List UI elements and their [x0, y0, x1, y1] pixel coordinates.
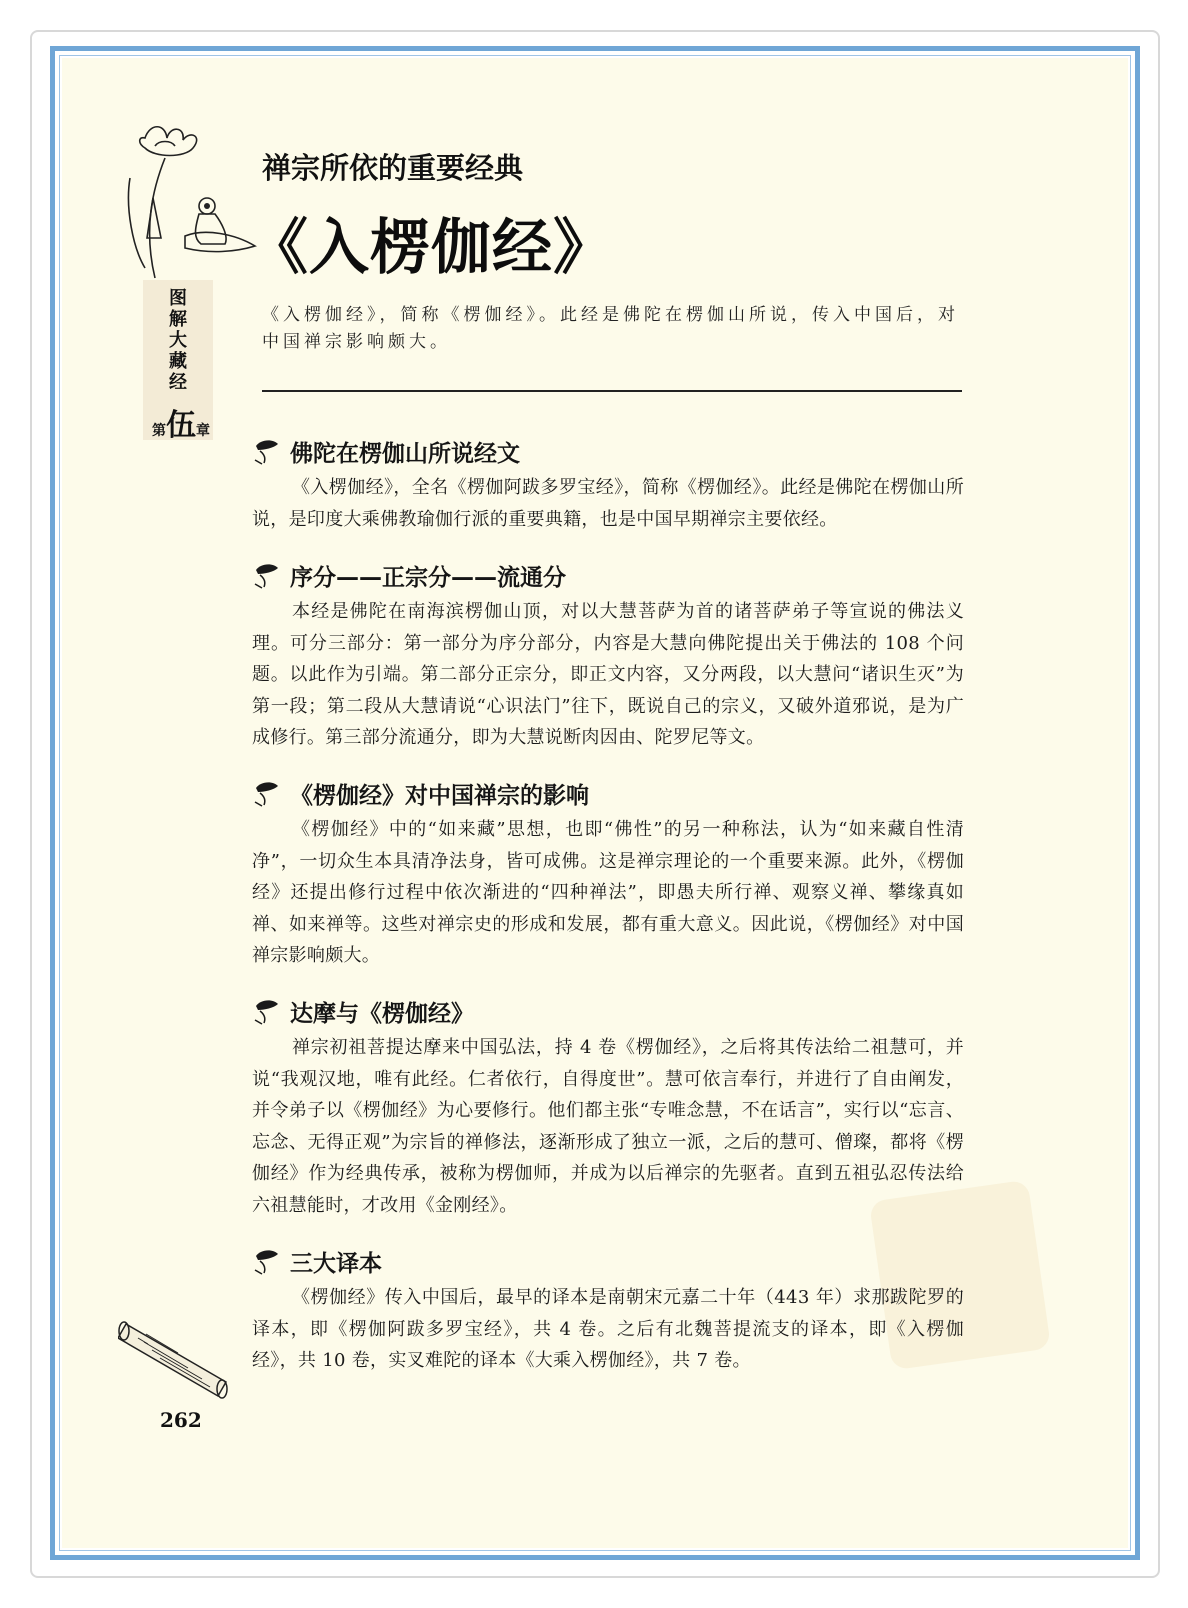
- section-body: 《入楞伽经》，全名《楞伽阿跋多罗宝经》，简称《楞伽经》。此经是佛陀在楞伽山所说，是印度大乘佛教瑜伽行派的重要典籍，也是中国早期禅宗主要依经。: [252, 477, 964, 530]
- ink-scroll-icon: [252, 436, 282, 466]
- section-body: 禅宗初祖菩提达摩来中国弘法，持 4 卷《楞伽经》，之后将其传法给二祖慧可，并说“我观汉地，唯有此经。仁者依行，自得度世”。慧可依言奉行，并进行了自由阐发，并令弟子以《楞伽经》为心要修行。他们都主张“专唯念慧，不在话言”，实行以“忘言、忘念、无得正观”为宗旨的禅修法，逐渐形成了独立一派，之后的慧可、僧璨，都将《楞伽经》作为经典传承，被称为楞伽师，并成为以后禅宗的先驱者。直到五祖弘忍传法给六祖慧能时，才改用《金刚经》。: [252, 1037, 964, 1216]
- section-head: [252, 1244, 964, 1278]
- section: [252, 776, 964, 972]
- pre-title: 禅宗所依的重要经典: [262, 151, 524, 185]
- chapter-prefix: 第: [152, 423, 166, 439]
- ink-scroll-icon: [252, 560, 282, 590]
- section: [252, 994, 964, 1221]
- section-body: 本经是佛陀在南海滨楞伽山顶，对以大慧菩萨为首的诸菩萨弟子等宣说的佛法义理。可分三部分：第一部分为序分部分，内容是大慧向佛陀提出关于佛法的 108 个问题。以此作为引端。第二部分正宗分，即正文内容，又分两段，以大慧问“诸识生灭”为第一段；第二段从大慧请说“心识法门”往下，既说自己的宗义，又破外道邪说，是为广成修行。第三部分流通分，即为大慧说断肉因由、陀罗尼等文。: [252, 601, 964, 748]
- ink-scroll-icon: [252, 1246, 282, 1276]
- section-body: 《楞伽经》中的“如来藏”思想，也即“佛性”的另一种称法，认为“如来藏自性清净”，一切众生本具清净法身，皆可成佛。这是禅宗理论的一个重要来源。此外，《楞伽经》还提出修行过程中依次渐进的“四种禅法”，即愚夫所行禅、观察义禅、攀缘真如禅、如来禅等。这些对禅宗史的形成和发展，都有重大意义。因此说，《楞伽经》对中国禅宗影响颇大。: [252, 819, 964, 966]
- section: [252, 1244, 964, 1377]
- intro-text: 《入楞伽经》，简称《楞伽经》。此经是佛陀在楞伽山所说，传入中国后，对中国禅宗影响颇大。: [262, 305, 959, 352]
- section-title: 序分——正宗分——流通分: [290, 564, 566, 591]
- section-title: 《楞伽经》对中国禅宗的影响: [290, 782, 589, 809]
- section-title: 佛陀在楞伽山所说经文: [290, 440, 520, 467]
- lotus-ornament-icon: [115, 118, 265, 288]
- section-title: 三大译本: [290, 1250, 382, 1277]
- side-chapter-label: [146, 400, 216, 444]
- section-title: 达摩与《楞伽经》: [290, 1000, 474, 1027]
- ink-scroll-icon: [252, 778, 282, 808]
- section-head: [252, 994, 964, 1028]
- page-number: 262: [160, 1408, 202, 1432]
- scroll-ornament-icon: [118, 1312, 238, 1402]
- chapter-suffix: 章: [196, 423, 210, 439]
- section: [252, 558, 964, 754]
- section-head: [252, 558, 964, 592]
- chapter-number: 伍: [166, 408, 196, 443]
- side-book-title: 图解大藏经: [169, 288, 187, 393]
- section-head: [252, 776, 964, 810]
- ink-scroll-icon: [252, 996, 282, 1026]
- section-body: 《楞伽经》传入中国后，最早的译本是南朝宋元嘉二十年（443 年）求那跋陀罗的译本，即《楞伽阿跋多罗宝经》，共 4 卷。之后有北魏菩提流支的译本，即《入楞伽经》，共 10 卷，实叉难陀的译本《大乘入楞伽经》，共 7 卷。: [252, 1287, 964, 1371]
- section-head: [252, 434, 964, 468]
- section: [252, 434, 964, 535]
- divider-rule: [262, 390, 962, 392]
- main-title: 《入楞伽经》: [248, 213, 614, 283]
